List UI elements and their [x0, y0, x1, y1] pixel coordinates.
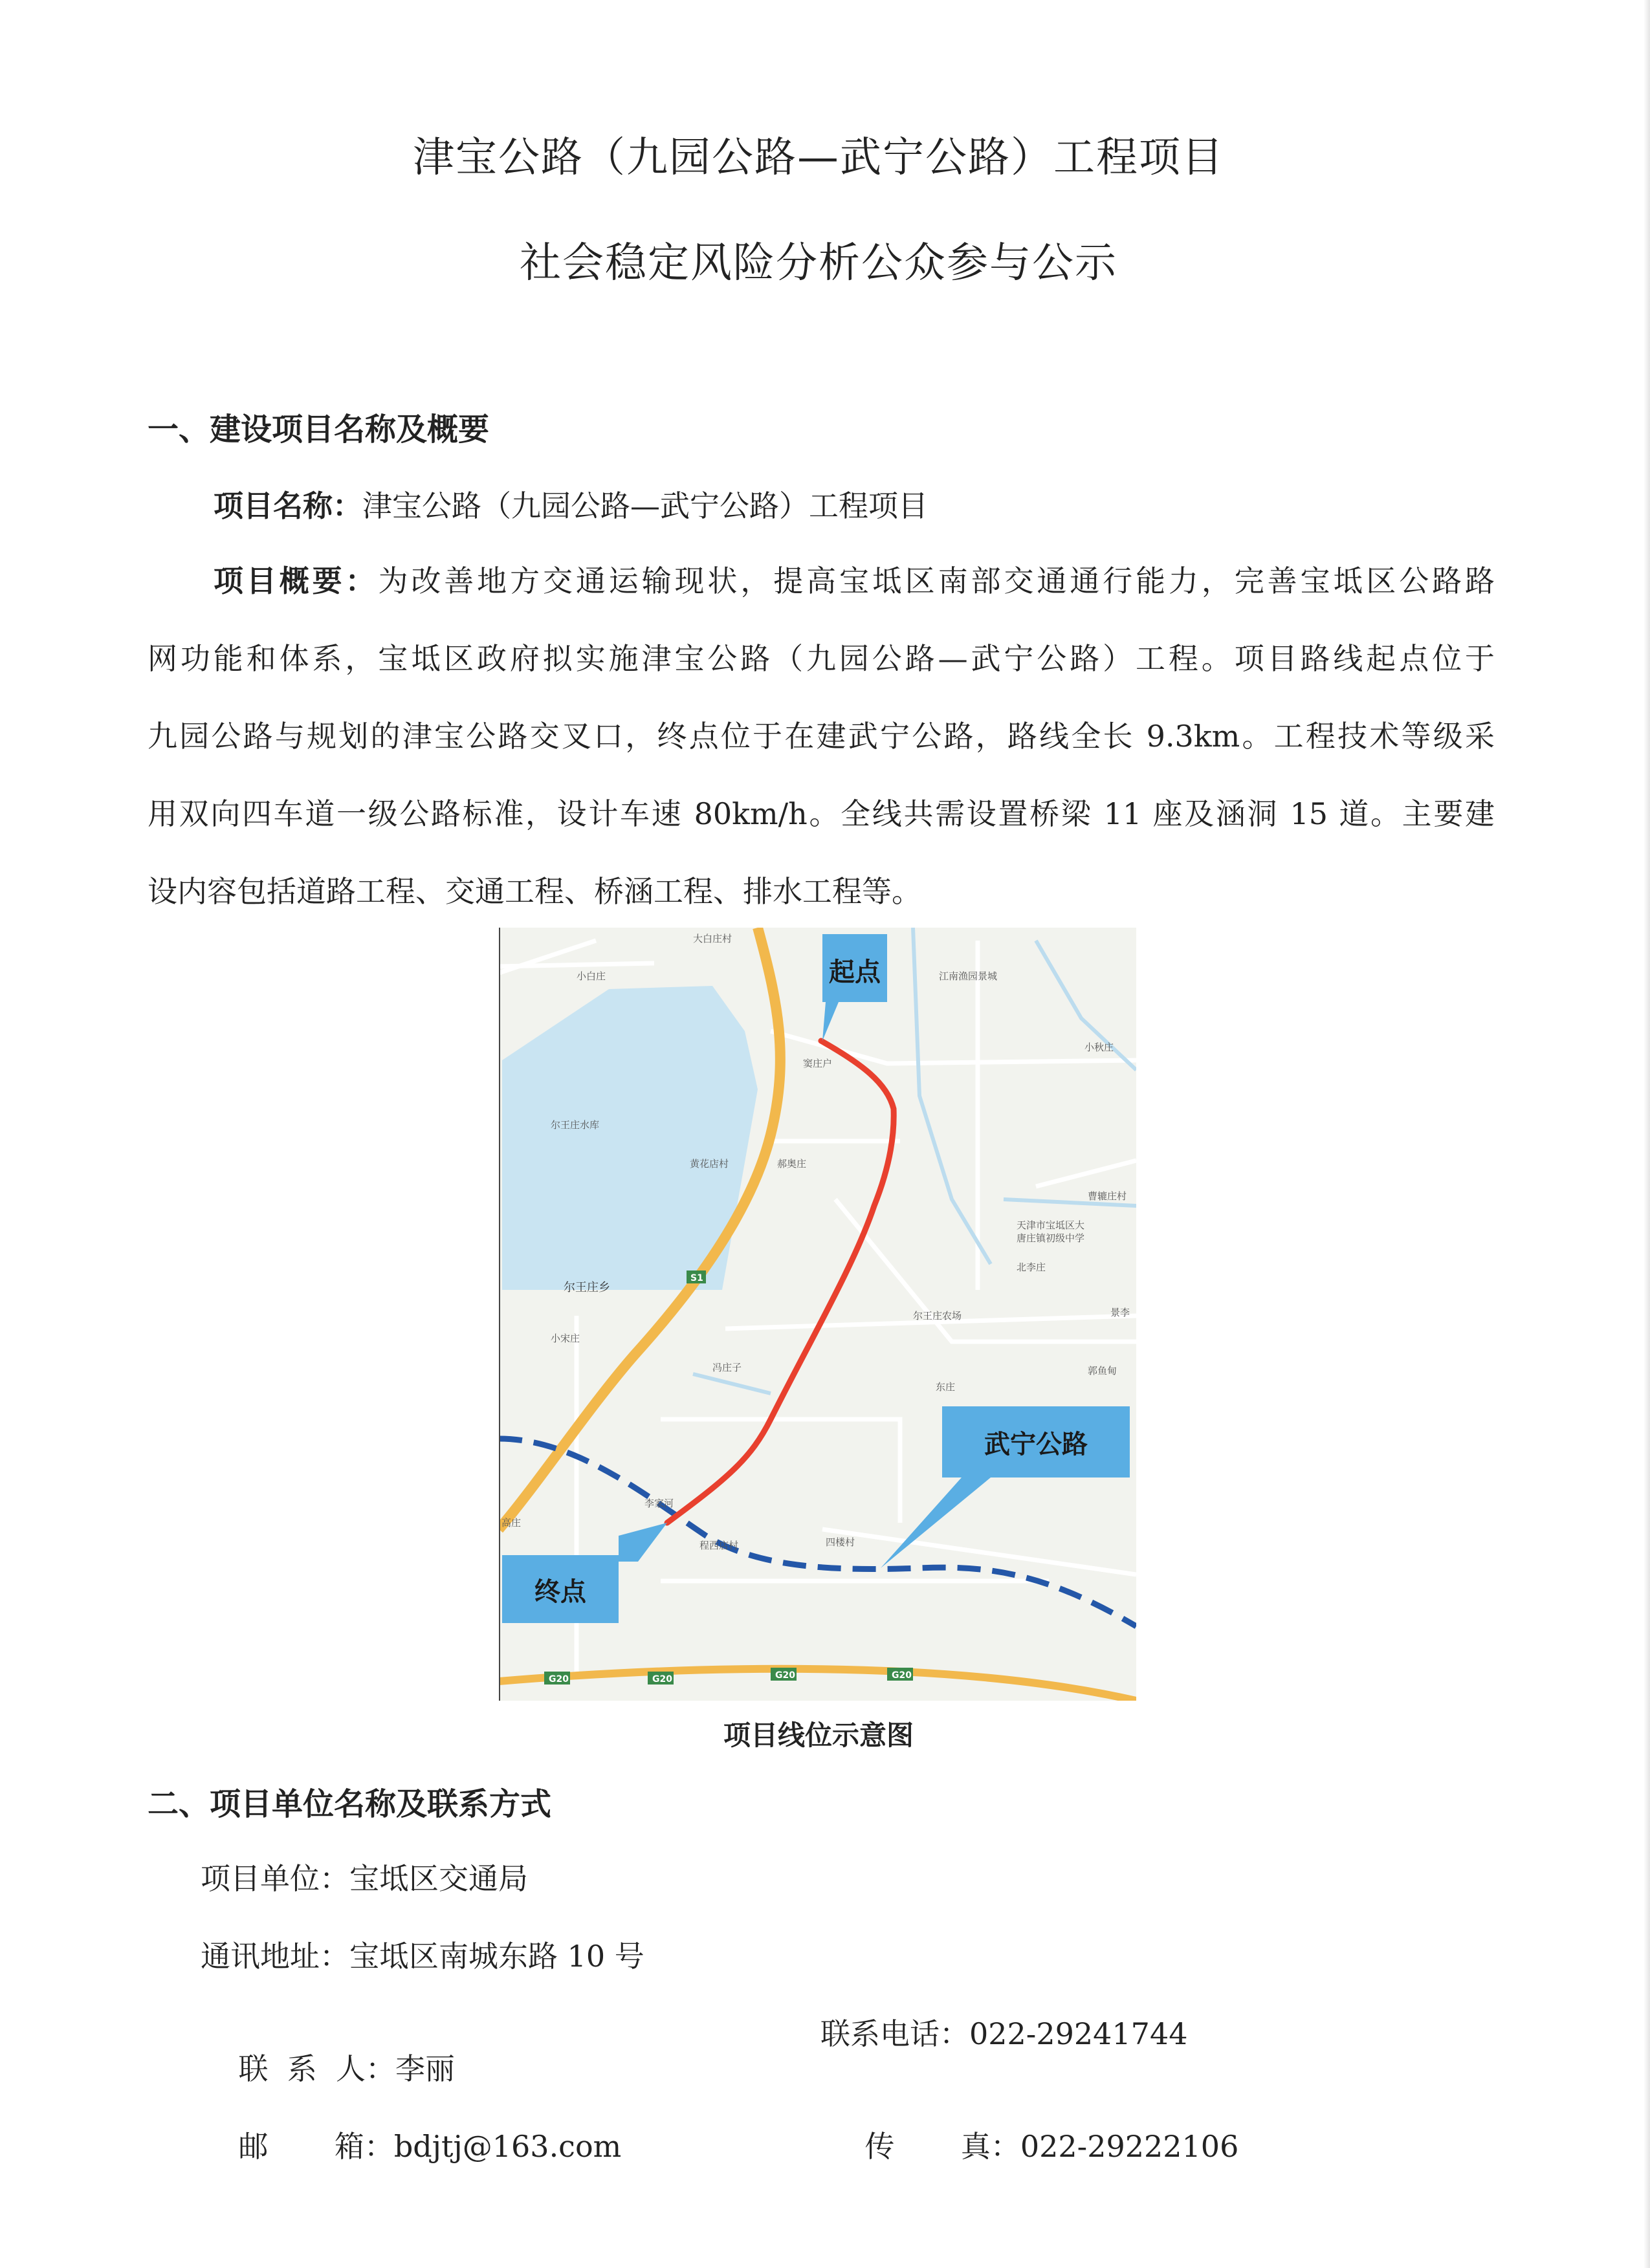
place-label: 程西店村 — [699, 1540, 739, 1551]
map-caption: 项目线位示意图 — [723, 1719, 914, 1751]
place-label: 李家河 — [644, 1498, 674, 1509]
place-label: 郭鱼甸 — [1088, 1365, 1117, 1377]
place-label: 唐庄镇初级中学 — [1017, 1232, 1085, 1244]
document-title-line-2: 社会稳定风险分析公众参与公示 — [520, 239, 1117, 287]
project-overview-label: 项目概要： — [214, 563, 379, 598]
route-map — [499, 928, 1136, 1701]
overview-line-4: 用双向四车道一级公路标准，设计车速 80km/h。全线共需设置桥梁 11 座及涵洞 15 道。主要建 — [148, 796, 1495, 831]
place-label: 小秋庄 — [1084, 1041, 1114, 1053]
road-shield-label: S1 — [690, 1273, 703, 1283]
overview-line-5: 设内容包括道路工程、交通工程、桥涵工程、排水工程等。 — [148, 874, 921, 909]
road-shield-label: G20 — [652, 1674, 672, 1685]
place-label: 尔王庄水库 — [551, 1119, 600, 1131]
place-label: 大白庄村 — [693, 933, 732, 944]
phone-row — [820, 2011, 1187, 2053]
project-unit-row — [201, 1855, 528, 1898]
overview-line-3: 九园公路与规划的津宝公路交叉口，终点位于在建武宁公路，路线全长 9.3km。工程技术等级采 — [148, 719, 1495, 754]
place-label: 四楼村 — [826, 1536, 855, 1548]
place-label: 景李 — [1110, 1307, 1130, 1318]
place-label: 小白庄 — [577, 970, 606, 982]
section-1-heading: 一、建设项目名称及概要 — [148, 411, 490, 448]
place-label: 曹辘庄村 — [1088, 1190, 1127, 1202]
place-label: 尔王庄农场 — [913, 1310, 962, 1322]
overview-line-1 — [214, 558, 1495, 600]
email-value: bdjtj@163.com — [393, 2129, 622, 2164]
email-label: 邮 箱： — [238, 2129, 394, 2164]
document-title-line-1: 津宝公路（九园公路—武宁公路）工程项目 — [413, 134, 1224, 182]
overview-line-2: 网功能和体系，宝坻区政府拟实施津宝公路（九园公路—武宁公路）工程。项目路线起点位于 — [148, 641, 1495, 676]
place-label: 窦庄户 — [803, 1058, 833, 1069]
place-label: 黄花店村 — [690, 1158, 729, 1170]
start-callout-label: 起点 — [829, 957, 881, 987]
road-shield-label: G20 — [775, 1670, 795, 1681]
road-shield-label: G20 — [549, 1674, 569, 1685]
section-2-heading: 二、项目单位名称及联系方式 — [148, 1786, 552, 1822]
overview-text-1: 为改善地方交通运输现状，提高宝坻区南部交通通行能力，完善宝坻区公路路 — [378, 563, 1495, 598]
place-label: 高庄 — [501, 1517, 522, 1529]
end-callout-label: 终点 — [534, 1577, 586, 1607]
place-label: 郝奥庄 — [777, 1158, 807, 1170]
contact-person-value: 李丽 — [395, 2051, 455, 2086]
project-unit-value: 宝坻区交通局 — [349, 1861, 528, 1896]
place-label: 尔王庄乡 — [564, 1281, 610, 1294]
place-label: 冯庄子 — [712, 1362, 742, 1373]
phone-label: 联系电话： — [820, 2016, 969, 2051]
scan-edge-shadow — [1644, 0, 1650, 2268]
project-name-label: 项目名称： — [214, 488, 362, 523]
place-label: 东庄 — [936, 1381, 956, 1393]
fax-value: 022-29222106 — [1020, 2129, 1239, 2164]
project-name-value: 津宝公路（九园公路—武宁公路）工程项目 — [362, 488, 928, 523]
wuning-callout-label: 武宁公路 — [984, 1430, 1088, 1459]
contact-person-label: 联 系 人： — [238, 2051, 395, 2086]
road-shield-label: G20 — [892, 1670, 912, 1681]
address-row — [201, 1933, 644, 1976]
address-label: 通讯地址： — [201, 1939, 349, 1974]
project-name-row — [214, 483, 928, 525]
email-row — [201, 2088, 621, 2201]
place-label: 小宋庄 — [551, 1333, 580, 1344]
place-label: 江南渔园景城 — [939, 970, 998, 982]
fax-row — [827, 2088, 1238, 2201]
phone-value: 022-29241744 — [969, 2016, 1188, 2051]
fax-label: 传 真： — [864, 2129, 1020, 2164]
place-label: 天津市宝坻区大 — [1017, 1219, 1085, 1231]
address-value: 宝坻区南城东路 10 号 — [349, 1939, 644, 1974]
place-label: 北李庄 — [1017, 1261, 1046, 1273]
project-unit-label: 项目单位： — [201, 1861, 349, 1896]
